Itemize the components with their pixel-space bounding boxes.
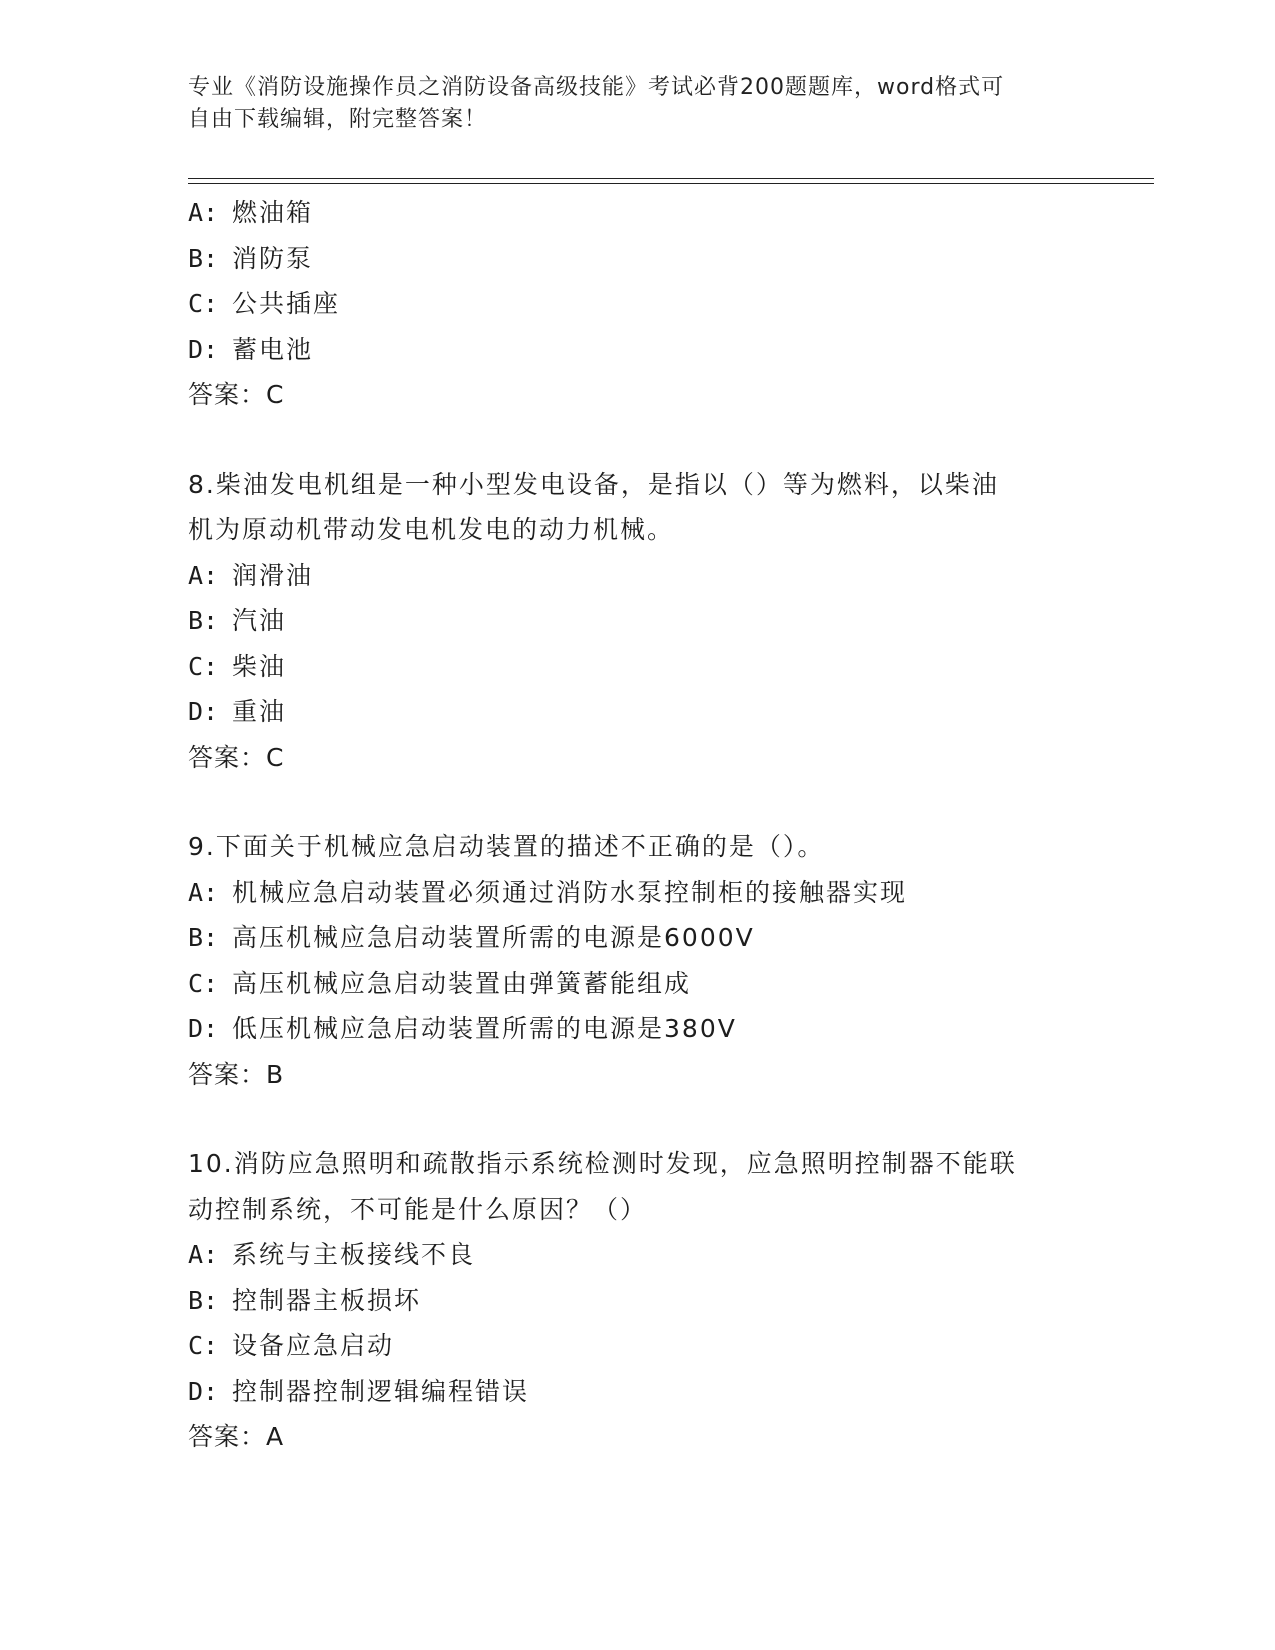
option-letter: A:: [188, 560, 219, 590]
question-block: [188, 462, 1148, 781]
option-letter: D:: [188, 1376, 219, 1406]
option-text: 润滑油: [232, 560, 314, 590]
answer-option: [188, 961, 1148, 1007]
option-text: 低压机械应急启动装置所需的电源是380V: [232, 1014, 737, 1043]
option-letter: A:: [188, 1240, 219, 1269]
option-letter: C:: [188, 651, 219, 681]
answer-option: [188, 644, 1148, 690]
option-text: 汽油: [232, 606, 287, 635]
answer-option: [188, 281, 1148, 327]
answer-option: [188, 598, 1148, 644]
question-text: 9.下面关于机械应急启动装置的描述不正确的是（）。: [188, 832, 825, 861]
option-letter: B:: [188, 923, 219, 952]
option-text: 重油: [232, 697, 287, 726]
answer-option: [188, 236, 1148, 282]
option-letter: A:: [188, 198, 219, 227]
option-text: 燃油箱: [232, 198, 314, 227]
header-rule-bottom: [188, 183, 1154, 184]
question-text: 机为原动机带动发电机发电的动力机械。: [188, 515, 675, 544]
question-text: 8.柴油发电机组是一种小型发电设备，是指以（）等为燃料，以柴油: [188, 469, 999, 499]
answer-key: 答案：C: [188, 742, 285, 772]
answer-option: [188, 1278, 1148, 1324]
block-spacer: [188, 780, 1148, 824]
document-header: [188, 72, 1088, 136]
option-text: 设备应急启动: [232, 1331, 395, 1360]
header-rule-top: [188, 178, 1154, 179]
block-spacer: [188, 1097, 1148, 1141]
option-letter: A:: [188, 877, 219, 907]
question-list: [188, 190, 1148, 1460]
answer-option: [188, 327, 1148, 373]
option-letter: D:: [188, 697, 219, 726]
option-text: 高压机械应急启动装置由弹簧蓄能组成: [232, 968, 692, 998]
option-text: 公共插座: [232, 289, 341, 318]
option-letter: B:: [188, 1285, 219, 1315]
answer-option: [188, 1232, 1148, 1278]
question-block: [188, 824, 1148, 1097]
option-letter: C:: [188, 968, 219, 998]
question-block: [188, 1141, 1148, 1460]
answer-option: [188, 190, 1148, 236]
option-letter: C:: [188, 289, 219, 318]
answer-option: [188, 553, 1148, 599]
question-text: 10.消防应急照明和疏散指示系统检测时发现，应急照明控制器不能联: [188, 1149, 1017, 1178]
option-text: 系统与主板接线不良: [232, 1240, 476, 1269]
answer-option: [188, 915, 1148, 961]
option-text: 机械应急启动装置必须通过消防水泵控制柜的接触器实现: [232, 877, 908, 907]
question-text: 动控制系统，不可能是什么原因？（）: [188, 1194, 648, 1224]
option-letter: B:: [188, 606, 219, 635]
option-text: 蓄电池: [232, 334, 314, 364]
header-line-2: 自由下载编辑，附完整答案！: [188, 107, 488, 132]
option-letter: D:: [188, 334, 219, 364]
answer-option: [188, 689, 1148, 735]
answer-option: [188, 870, 1148, 916]
question-block: [188, 190, 1148, 418]
block-spacer: [188, 418, 1148, 462]
answer-option: [188, 1369, 1148, 1415]
option-letter: C:: [188, 1331, 219, 1360]
answer-key: 答案：A: [188, 1422, 285, 1451]
option-text: 控制器控制逻辑编程错误: [232, 1376, 530, 1406]
option-text: 消防泵: [232, 243, 314, 273]
option-text: 高压机械应急启动装置所需的电源是6000V: [232, 923, 755, 952]
option-letter: D:: [188, 1014, 219, 1043]
answer-option: [188, 1006, 1148, 1052]
answer-option: [188, 1323, 1148, 1369]
option-letter: B:: [188, 243, 219, 273]
option-text: 控制器主板损坏: [232, 1285, 422, 1315]
option-text: 柴油: [232, 651, 287, 681]
answer-key: 答案：C: [188, 380, 285, 409]
header-line-1: 专业《消防设施操作员之消防设备高级技能》考试必背200题题库，word格式可: [188, 75, 1005, 100]
answer-key: 答案：B: [188, 1059, 285, 1089]
